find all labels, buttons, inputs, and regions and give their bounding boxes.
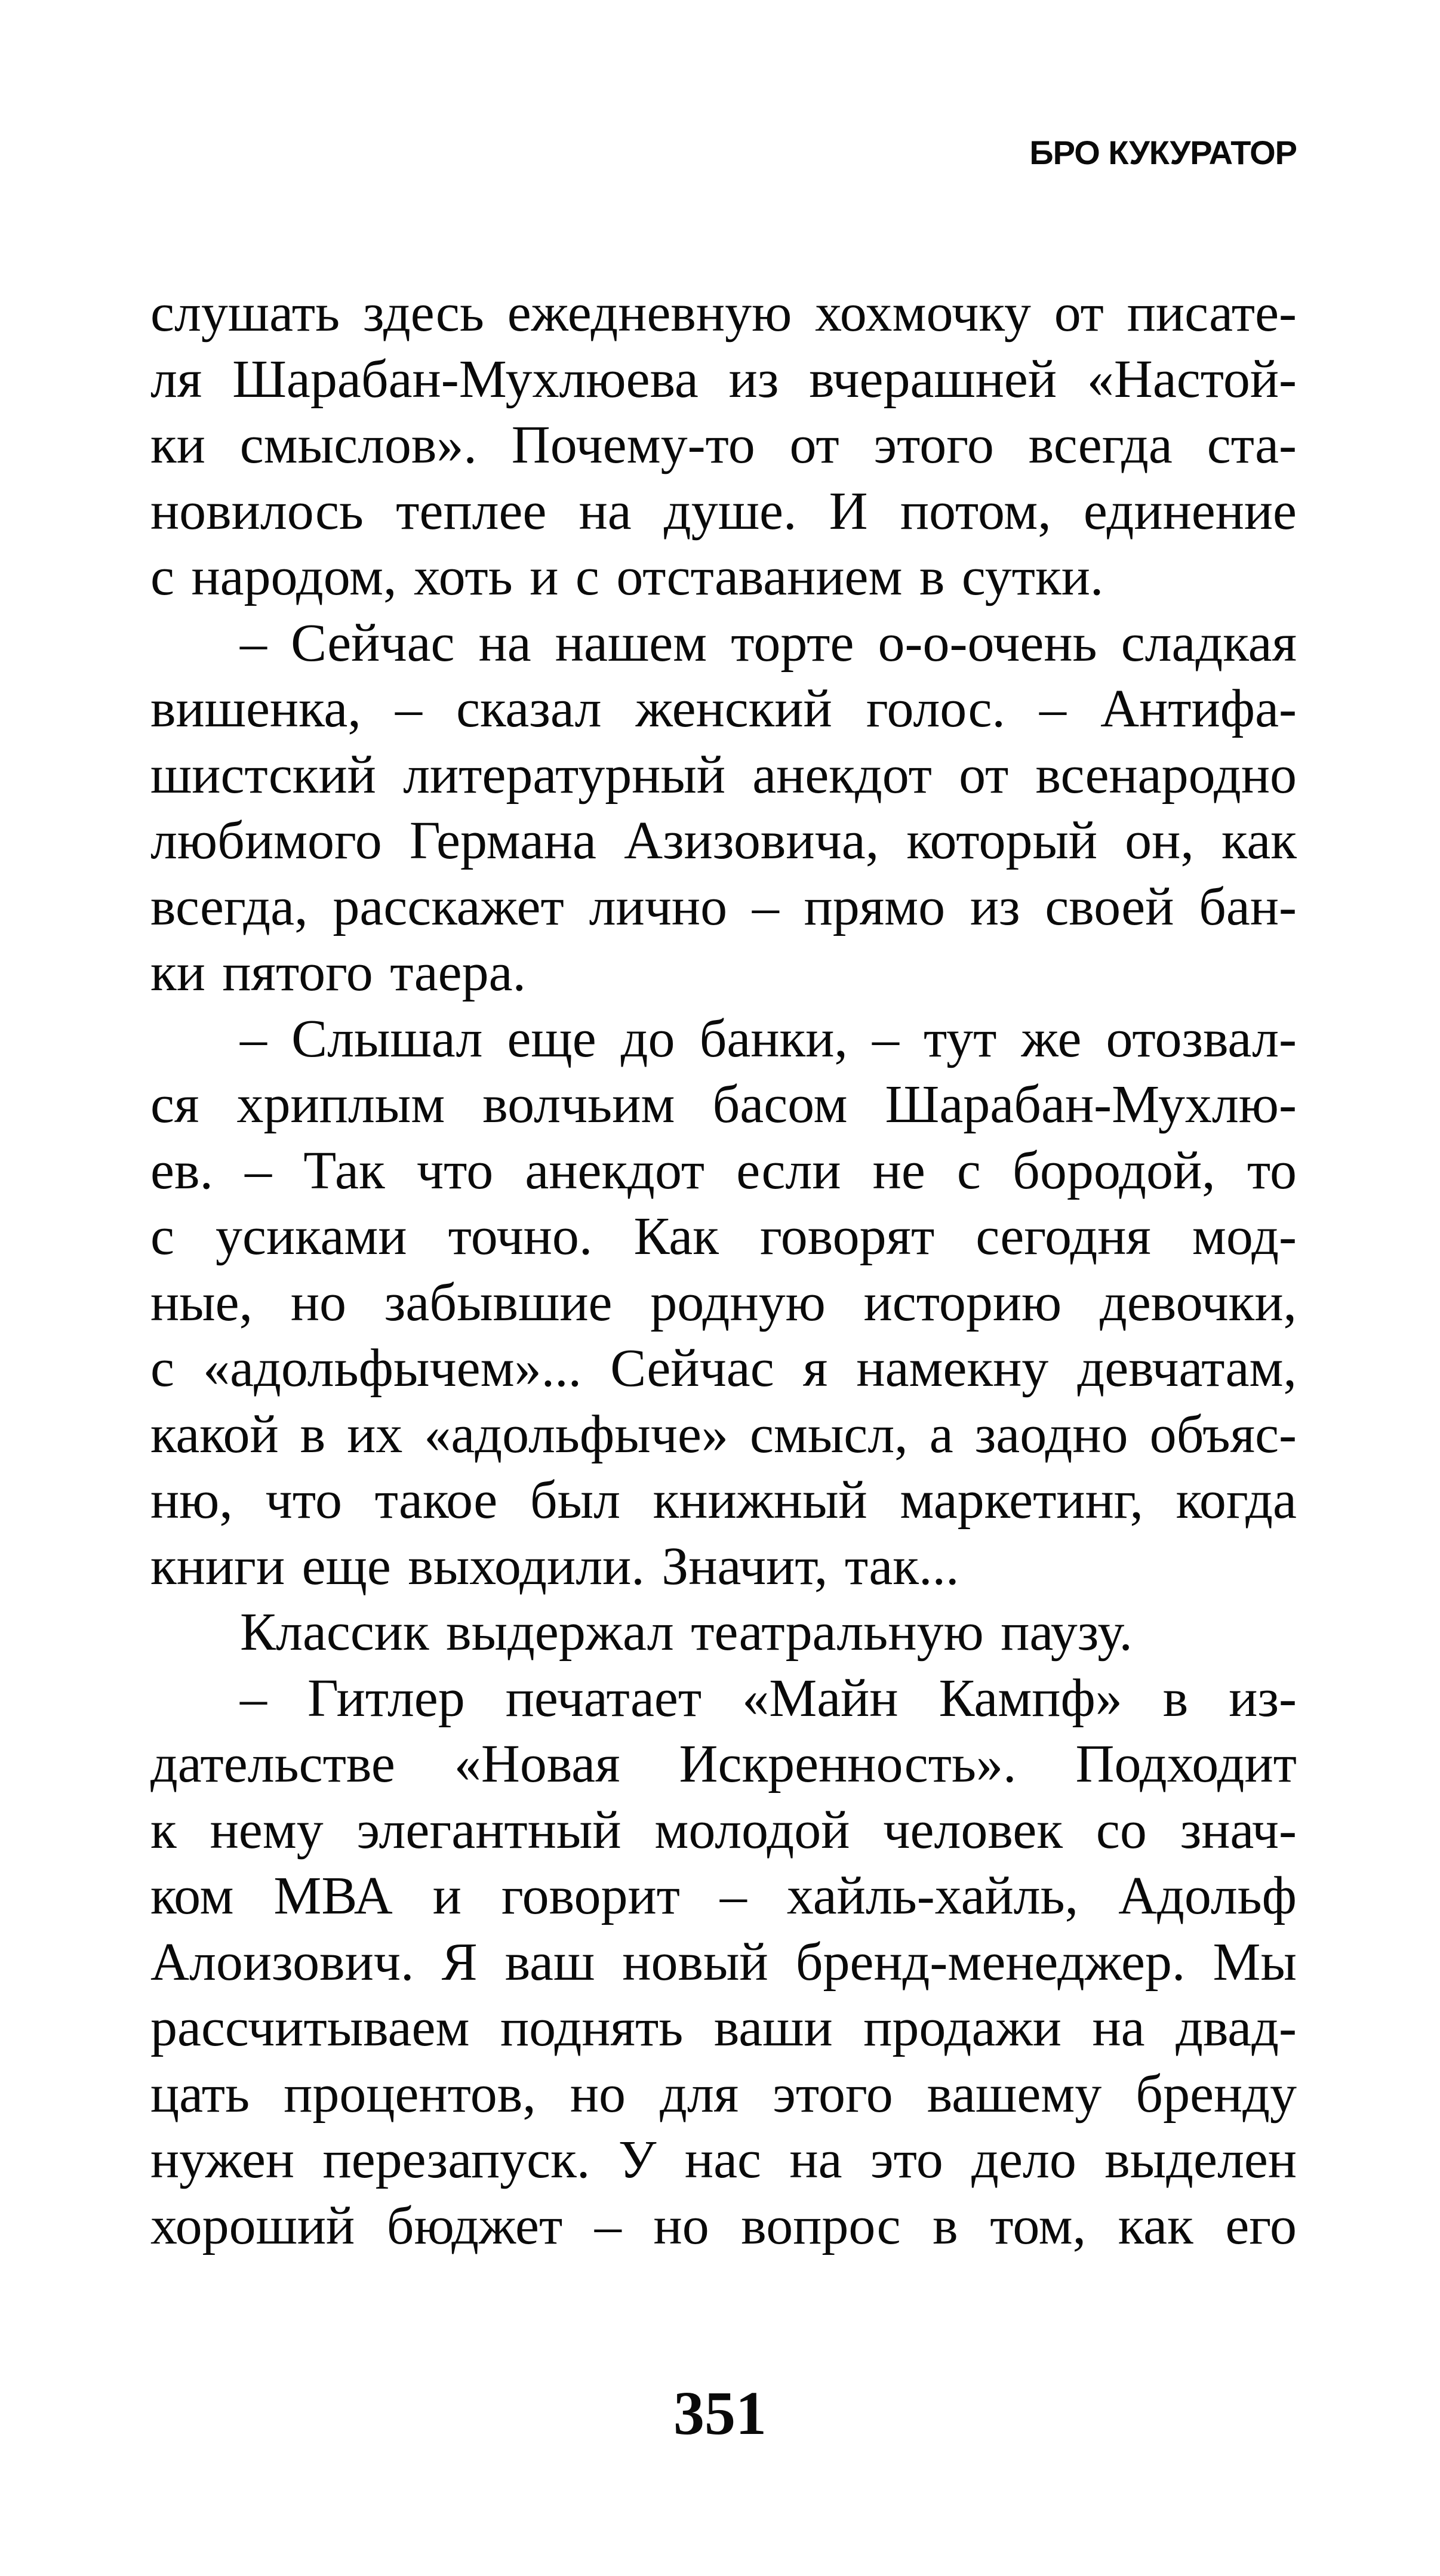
text-line: ев. – Так что анекдот если не с бородой, то	[150, 1141, 1297, 1200]
text-line: шистский литературный анекдот от всенародно	[150, 745, 1297, 805]
text-line: хороший бюджет – но вопрос в том, как его	[150, 2196, 1297, 2255]
text-line: ки смыслов». Почему-то от этого всегда ста-	[150, 415, 1297, 474]
text-line: вишенка, – сказал женский голос. – Антифа-	[150, 679, 1297, 738]
text-line: – Слышал еще до банки, – тут же отозвал-	[240, 1009, 1297, 1068]
text-line: слушать здесь ежедневную хохмочку от писате-	[150, 284, 1297, 343]
text-line: ню, что такое был книжный маркетинг, когда	[150, 1471, 1297, 1530]
text-line: любимого Германа Азизовича, который он, как	[150, 811, 1297, 870]
text-line: Классик выдержал театральную паузу.	[240, 1603, 1133, 1662]
body-text	[150, 281, 1297, 2259]
text-line: какой в их «адольфыче» смысл, а заодно объяс-	[150, 1404, 1297, 1464]
text-line: с народом, хоть и с отставанием в сутки.	[150, 547, 1104, 606]
text-line: ся хриплым волчьим басом Шарабан-Мухлю-	[150, 1075, 1297, 1134]
text-line: дательстве «Новая Искренность». Подходит	[150, 1734, 1297, 1794]
page-number: 351	[673, 2379, 767, 2448]
text-line: к нему элегантный молодой человек со знач-	[150, 1800, 1297, 1860]
text-line: ля Шарабан-Мухлюева из вчерашней «Настой-	[150, 349, 1297, 409]
text-line: ные, но забывшие родную историю девочки,	[150, 1272, 1297, 1332]
text-line: – Сейчас на нашем торте о-о-очень сладкая	[240, 613, 1297, 673]
text-line: Алоизович. Я ваш новый бренд-менеджер. Мы	[150, 1932, 1297, 1992]
text-line: нужен перезапуск. У нас на это дело выделен	[150, 2130, 1297, 2189]
text-line: с «адольфычем»... Сейчас я намекну девчатам,	[150, 1339, 1297, 1398]
text-line: с усиками точно. Как говорят сегодня мод-	[150, 1207, 1297, 1266]
text-line: ком МВА и говорит – хайль-хайль, Адольф	[150, 1866, 1297, 1925]
text-line: книги еще выходили. Значит, так...	[150, 1536, 959, 1596]
text-line: – Гитлер печатает «Майн Кампф» в из-	[240, 1668, 1297, 1728]
text-line: рассчитываем поднять ваши продажи на двад-	[150, 1998, 1297, 2057]
text-line: цать процентов, но для этого вашему бренду	[150, 2064, 1297, 2124]
text-line: новилось теплее на душе. И потом, единение	[150, 481, 1297, 541]
text-line: ки пятого таера.	[150, 943, 527, 1002]
text-line: всегда, расскажет лично – прямо из своей бан-	[150, 877, 1297, 936]
running-title: БРО КУКУРАТОР	[1029, 134, 1297, 171]
